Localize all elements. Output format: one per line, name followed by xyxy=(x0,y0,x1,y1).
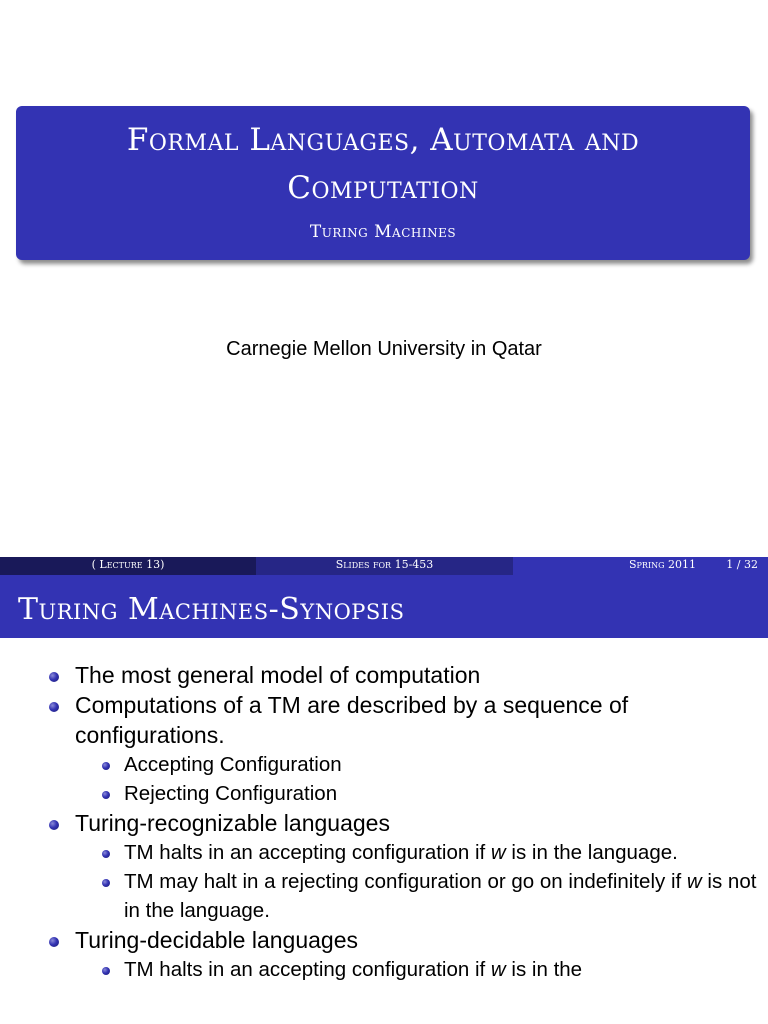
item-text: Rejecting Configuration xyxy=(124,782,338,805)
title-line-2: Computation xyxy=(287,170,479,206)
item-text: is in the language. xyxy=(505,841,678,864)
item-text: TM halts in an accepting configuration if xyxy=(124,841,491,864)
item-text: TM halts in an accepting configuration if xyxy=(124,958,491,981)
bullet-icon xyxy=(49,672,59,682)
title-box xyxy=(16,106,750,260)
bullet-icon xyxy=(49,820,59,830)
bullet-icon xyxy=(102,879,110,887)
footer-right xyxy=(513,557,768,575)
item-text: Turing-recognizable languages xyxy=(75,810,390,836)
presentation-subtitle: Turing Machines xyxy=(309,222,457,242)
bullet-icon xyxy=(102,762,110,770)
list-subitem xyxy=(0,955,768,984)
variable-w: w xyxy=(490,958,506,981)
bullet-icon xyxy=(49,702,59,712)
list-item xyxy=(0,660,768,690)
bullet-icon xyxy=(49,937,59,947)
list-item xyxy=(0,925,768,955)
bullet-icon xyxy=(102,791,110,799)
item-text: TM may halt in a rejecting configuration or go on indefinitely if xyxy=(124,870,687,893)
item-text: Computations of a TM are described by a sequence of configurations. xyxy=(75,692,629,748)
list-subitem xyxy=(0,750,768,779)
item-text: is in the xyxy=(505,958,583,981)
footer-page-number: 1 / 32 xyxy=(726,558,758,571)
variable-w: w xyxy=(686,870,702,893)
slide-footer xyxy=(0,557,768,575)
footer-lecture: ( Lecture 13) xyxy=(0,557,256,575)
variable-w: w xyxy=(490,841,506,864)
list-subitem xyxy=(0,867,768,925)
list-subitem xyxy=(0,779,768,808)
title-line-1: Formal Languages, Automata and xyxy=(126,122,640,158)
slide-title: Turing Machines-Synopsis xyxy=(0,575,768,638)
institute-name: Carnegie Mellon University in Qatar xyxy=(226,338,542,360)
list-subitem xyxy=(0,838,768,867)
item-text: Accepting Configuration xyxy=(124,753,342,776)
item-text: The most general model of computation xyxy=(75,662,481,688)
item-text: is not in the language. xyxy=(124,870,757,922)
bullet-list xyxy=(0,660,768,984)
list-item xyxy=(0,690,768,750)
footer-date: Spring 2011 xyxy=(629,558,696,571)
list-item xyxy=(0,808,768,838)
presentation-title xyxy=(16,116,750,212)
bullet-icon xyxy=(102,967,110,975)
footer-course: Slides for 15-453 xyxy=(256,557,513,575)
bullet-icon xyxy=(102,850,110,858)
item-text: Turing-decidable languages xyxy=(75,927,359,953)
